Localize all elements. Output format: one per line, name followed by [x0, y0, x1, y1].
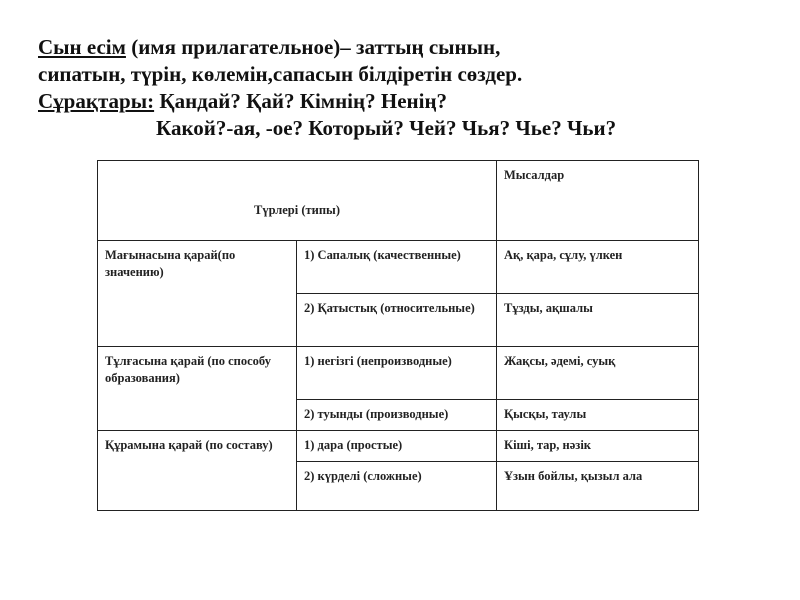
- questions-russian: Какой?-ая, -ое? Который? Чей? Чья? Чье? Чьи?: [156, 116, 617, 140]
- heading-text: [38, 34, 778, 142]
- category-cell: Тұлғасына қарай (по способу образования): [98, 347, 297, 431]
- term-label: Сын есім: [38, 35, 126, 59]
- adjective-types-table: [97, 160, 699, 511]
- type-cell: 1) дара (простые): [297, 431, 497, 462]
- table-row: [98, 347, 699, 400]
- header-types: Түрлері (типы): [98, 161, 497, 241]
- category-cell: Мағынасына қарай(по значению): [98, 241, 297, 347]
- table-row: [98, 431, 699, 462]
- examples-cell: Ақ, қара, сұлу, үлкен: [497, 241, 699, 294]
- term-definition-part1: (имя прилагательное)– заттың сынын,: [125, 35, 501, 59]
- questions-label: Сұрақтары:: [38, 89, 155, 113]
- type-cell: 1) негізгі (непроизводные): [297, 347, 497, 400]
- heading-line-1: [38, 34, 778, 61]
- table-row: [98, 241, 699, 294]
- header-examples: Мысалдар: [497, 161, 699, 241]
- type-cell: 2) Қатыстық (относительные): [297, 294, 497, 347]
- type-cell: 2) күрделі (сложные): [297, 462, 497, 511]
- heading-line-2: сипатын, түрін, көлемін,сапасын білдіретін сөздер.: [38, 62, 523, 86]
- examples-cell: Тұзды, ақшалы: [497, 294, 699, 347]
- category-cell: Құрамына қарай (по составу): [98, 431, 297, 511]
- questions-kazakh: Қандай? Қай? Кімнің? Ненің?: [154, 89, 448, 113]
- examples-cell: Жақсы, әдемі, суық: [497, 347, 699, 400]
- type-cell: 1) Сапалық (качественные): [297, 241, 497, 294]
- examples-cell: Қысқы, таулы: [497, 400, 699, 431]
- examples-cell: Ұзын бойлы, қызыл ала: [497, 462, 699, 511]
- heading-line-3: [38, 88, 778, 115]
- table-header-row: [98, 161, 699, 241]
- type-cell: 2) туынды (производные): [297, 400, 497, 431]
- examples-cell: Кіші, тар, нәзік: [497, 431, 699, 462]
